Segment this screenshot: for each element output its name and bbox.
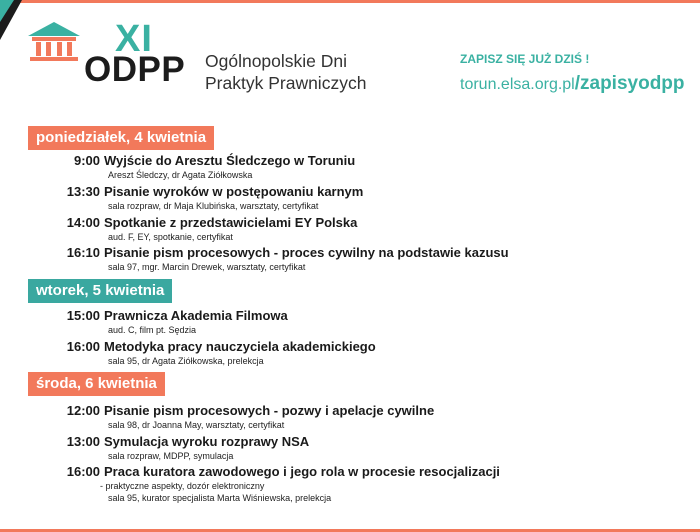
day-header-wednesday: środa, 6 kwietnia — [28, 372, 165, 396]
signup-cta: ZAPISZ SIĘ JUŻ DZIŚ ! — [460, 52, 590, 66]
event-details: aud. C, film pt. Sędzia — [108, 325, 197, 335]
signup-url[interactable] — [460, 73, 685, 95]
url-domain[interactable]: torun.elsa.org.pl — [460, 76, 575, 93]
event-title: Pisanie pism procesowych - proces cywilny na podstawie kazusu — [104, 245, 509, 260]
schedule-event — [52, 245, 672, 273]
event-time: 13:00 — [66, 434, 100, 449]
event-acronym: ODPP — [84, 50, 186, 89]
event-details: sala rozpraw, MDPP, symulacja — [108, 451, 234, 461]
event-time: 16:00 — [66, 464, 100, 479]
event-details: sala 97, mgr. Marcin Drewek, warsztaty, certyfikat — [108, 262, 306, 272]
event-time: 15:00 — [66, 308, 100, 323]
event-time: 9:00 — [73, 153, 100, 168]
event-title: Praca kuratora zawodowego i jego rola w procesie resocjalizacji — [104, 464, 500, 479]
event-title: Pisanie wyroków w postępowaniu karnym — [104, 184, 364, 199]
top-accent-line — [0, 0, 700, 3]
event-title: Prawnicza Akademia Filmowa — [104, 308, 288, 323]
event-time: 14:00 — [66, 215, 100, 230]
event-details: aud. F, EY, spotkanie, certyfikat — [108, 232, 233, 242]
event-time: 16:10 — [66, 245, 100, 260]
event-details: sala 98, dr Joanna May, warsztaty, certyfikat — [108, 420, 285, 430]
schedule-event — [52, 464, 672, 504]
event-details: sala 95, dr Agata Ziółkowska, prelekcja — [108, 356, 264, 366]
url-path[interactable]: /zapisyodpp — [574, 73, 685, 94]
event-full-title — [205, 50, 366, 94]
title-line-2: Praktyk Prawniczych — [205, 73, 367, 93]
event-title: Symulacja wyroku rozprawy NSA — [104, 434, 310, 449]
schedule-event — [52, 339, 672, 367]
day-header-monday: poniedziałek, 4 kwietnia — [28, 126, 214, 150]
edition-number: XI — [115, 18, 153, 60]
schedule-event — [52, 403, 672, 431]
event-details: - praktyczne aspekty, dozór elektroniczny — [100, 481, 265, 491]
event-details: sala 95, kurator specjalista Marta Wiśniewska, prelekcja — [108, 493, 332, 503]
schedule-event — [52, 308, 672, 336]
event-details: sala rozpraw, dr Maja Klubińska, warsztaty, certyfikat — [108, 201, 319, 211]
day-header-tuesday: wtorek, 5 kwietnia — [28, 279, 172, 303]
event-title: Spotkanie z przedstawicielami EY Polska — [104, 215, 358, 230]
event-time: 16:00 — [66, 339, 100, 354]
schedule-event — [52, 184, 672, 212]
event-details: Areszt Śledczy, dr Agata Ziółkowska — [108, 170, 253, 180]
event-title: Pisanie pism procesowych - pozwy i apelacje cywilne — [104, 403, 435, 418]
event-title: Metodyka pracy nauczyciela akademickiego — [104, 339, 376, 354]
event-time: 13:30 — [66, 184, 100, 199]
schedule-event — [52, 153, 672, 181]
event-time: 12:00 — [66, 403, 100, 418]
schedule-event — [52, 215, 672, 243]
schedule-event — [52, 434, 672, 462]
event-title: Wyjście do Aresztu Śledczego w Toruniu — [104, 153, 356, 168]
temple-logo-icon — [28, 22, 80, 62]
title-line-1: Ogólnopolskie Dni — [205, 51, 348, 71]
